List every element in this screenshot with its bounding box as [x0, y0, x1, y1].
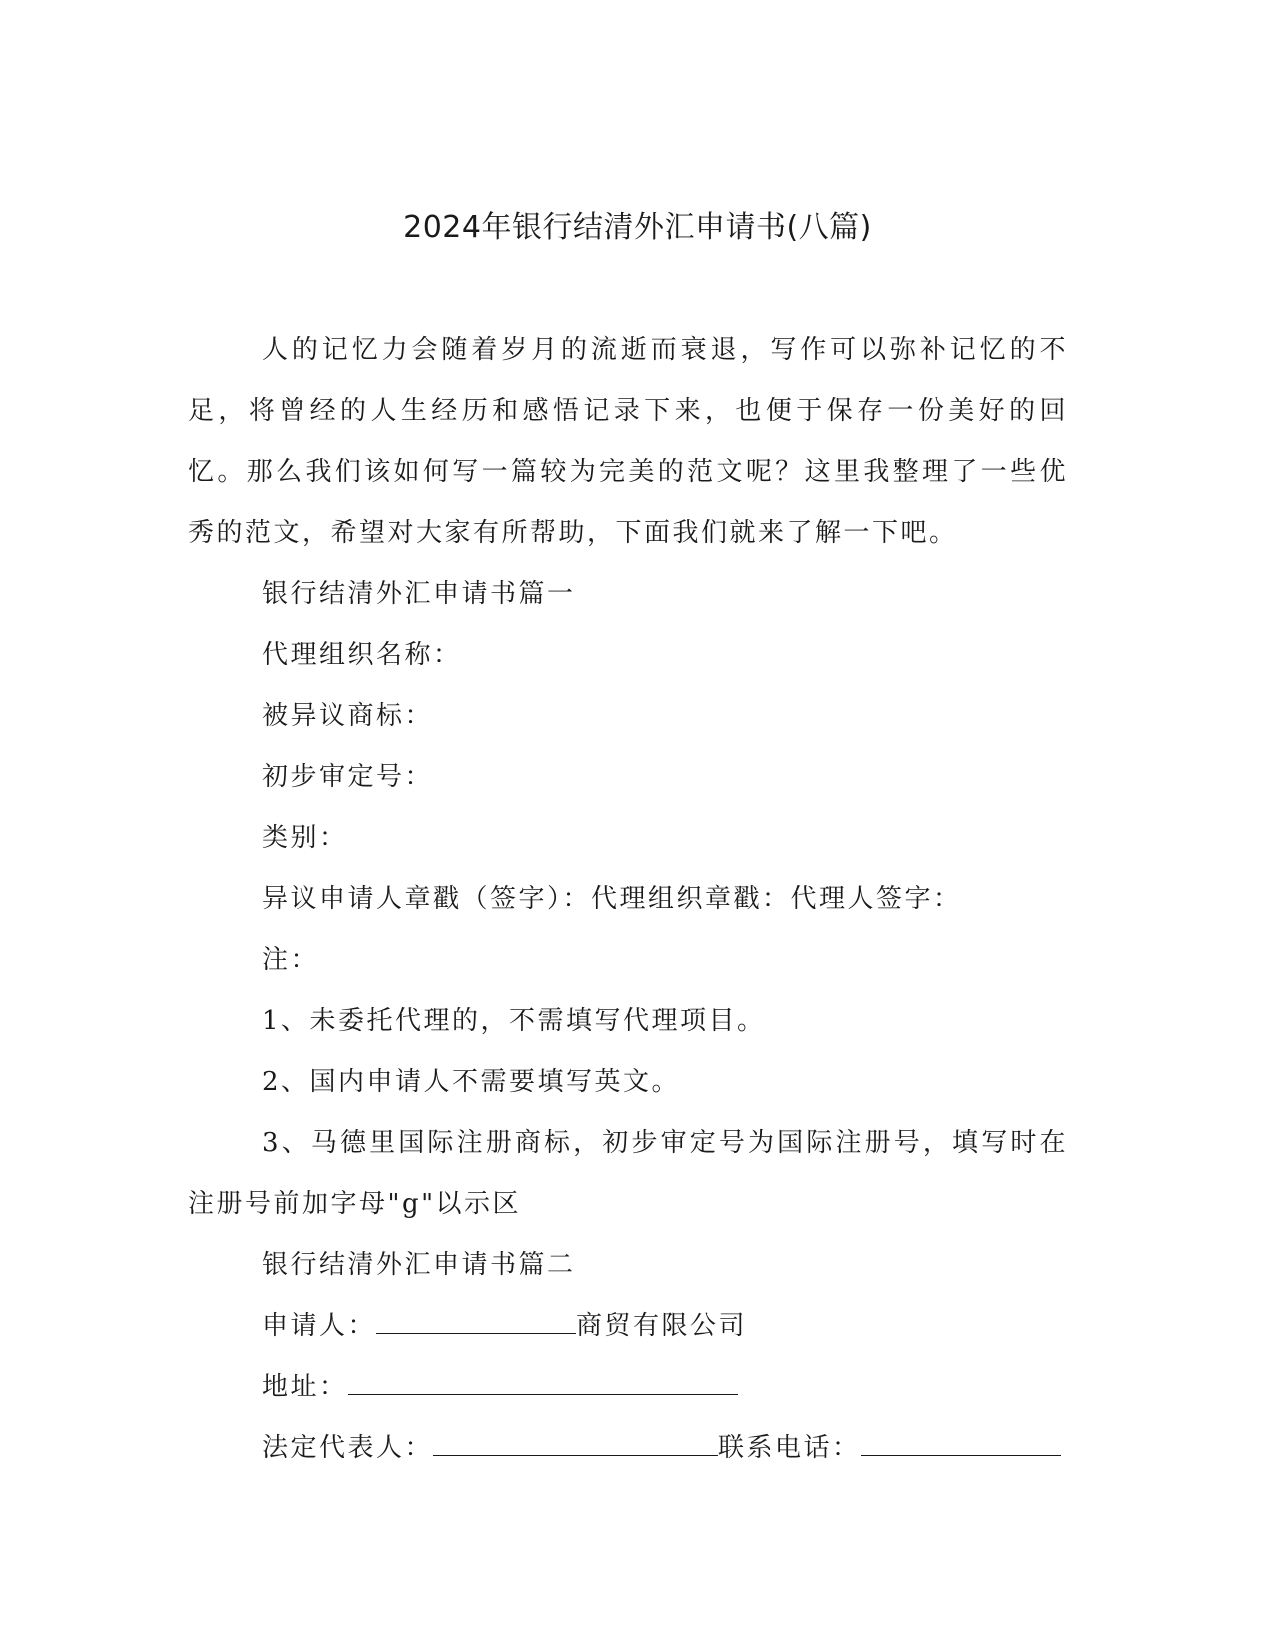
address-label: 地址： — [262, 1372, 348, 1402]
applicant-label: 申请人： — [262, 1311, 377, 1341]
approval-number-label: 初步审定号： — [262, 762, 434, 792]
applicant-blank — [376, 1311, 576, 1334]
trademark-label: 被异议商标： — [262, 701, 434, 731]
legal-rep-blank — [433, 1433, 718, 1456]
document-title: 2024年银行结清外汇申请书(八篇) — [403, 210, 872, 245]
section1-heading: 银行结清外汇申请书篇一 — [262, 579, 576, 609]
intro-paragraph: 人的记忆力会随着岁月的流逝而衰退，写作可以弥补记忆的不足，将曾经的人生经历和感悟记录下来，也便于保存一份美好的回忆。那么我们该如何写一篇较为完美的范文呢？这里我整理了一些优秀的范文，希望对大家有所帮助，下面我们就来了解一下吧。 — [188, 335, 1068, 548]
note-item-3: 3、马德里国际注册商标，初步审定号为国际注册号，填写时在注册号前加字母"g"以示区 — [188, 1128, 1068, 1219]
category-label: 类别： — [262, 823, 348, 853]
address-blank — [348, 1372, 738, 1395]
document-body — [188, 320, 1068, 1479]
applicant-line — [188, 1296, 1068, 1357]
signatures-line: 异议申请人章戳（签字）：代理组织章戳：代理人签字： — [262, 884, 962, 914]
section2-heading: 银行结清外汇申请书篇二 — [262, 1250, 576, 1280]
applicant-suffix: 商贸有限公司 — [576, 1311, 748, 1341]
agency-name-label: 代理组织名称： — [262, 640, 462, 670]
note-item-2: 2、国内申请人不需要填写英文。 — [262, 1067, 681, 1097]
legal-rep-label: 法定代表人： — [262, 1433, 434, 1463]
legal-rep-line — [188, 1418, 1068, 1479]
note-label: 注： — [262, 945, 320, 975]
note-item-1: 1、未委托代理的，不需填写代理项目。 — [262, 1006, 766, 1036]
address-line — [188, 1357, 1068, 1418]
phone-label: 联系电话： — [718, 1433, 861, 1463]
phone-blank — [861, 1433, 1061, 1456]
